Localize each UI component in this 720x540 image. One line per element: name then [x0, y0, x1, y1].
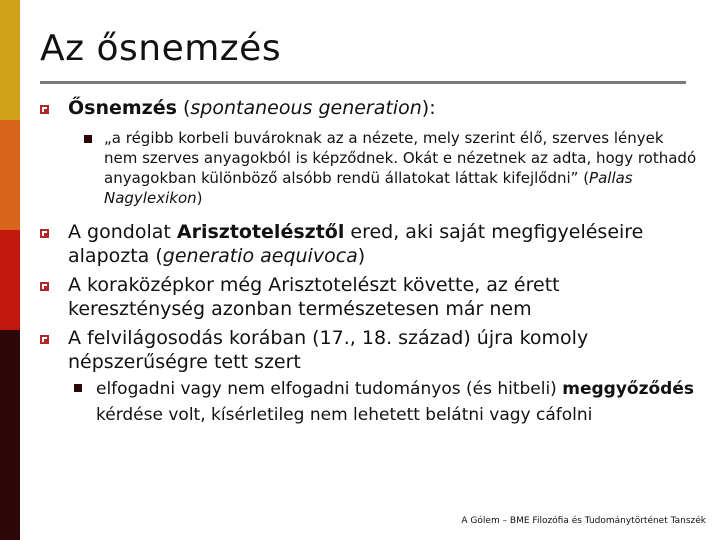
- point2-text-a: A gondolat: [68, 221, 177, 243]
- point2-text-b: ered, aki saját megfigyeléseire alapozta (: [68, 221, 644, 267]
- sidebar-segment-gold: [0, 0, 20, 120]
- footer-credit: A Gólem – BME Filozófia és Tudománytörténet Tanszék: [461, 516, 706, 526]
- bullet-point-4: [40, 326, 700, 374]
- point4-text: A felvilágosodás korában (17., 18. század) újra komoly népszerűségre tett szert: [68, 327, 589, 373]
- term-bold: Ősnemzés: [68, 97, 177, 119]
- bullet-point-2: [40, 220, 700, 268]
- square-bullet-icon: [40, 282, 49, 291]
- bullet-point-3: [40, 273, 700, 321]
- sidebar-color-bar: [0, 0, 20, 540]
- sub-bullet-quote: [84, 128, 700, 208]
- quote-source: Pallas Nagylexikon: [104, 169, 633, 207]
- filled-square-bullet-icon: [74, 384, 82, 392]
- point2-text-c: ): [357, 245, 366, 267]
- sidebar-segment-red: [0, 230, 20, 330]
- slide-content: [40, 96, 700, 428]
- bullet-point-1: [40, 96, 700, 120]
- sub2-bold: meggyőződés: [562, 379, 694, 399]
- square-bullet-icon: [40, 105, 49, 114]
- quote-text: „a régibb korbeli buvároknak az a nézete, mely szerint élő, szerves lények nem szerves anyagokból is képződnek. Okát e nézetnek az adta, hogy rothadó anyagokban különböző alsóbb rendü állatokat láttak kifejlődni” (: [104, 129, 697, 187]
- sidebar-segment-dark: [0, 330, 20, 540]
- square-bullet-icon: [40, 229, 49, 238]
- sidebar-segment-orange: [0, 120, 20, 230]
- sub2-text-b: kérdése volt, kísérletileg nem lehetett belátni vagy cáfolni: [96, 405, 593, 425]
- sub-bullet-belief: [74, 376, 700, 428]
- point2-name: Arisztotelésztől: [176, 221, 345, 243]
- paren-open: (: [176, 97, 191, 119]
- point2-latin: generatio aequivoca: [162, 245, 358, 267]
- quote-source-close: ): [196, 189, 203, 207]
- point3-text: A koraközépkor még Arisztotelészt követte, az érett kereszténység azonban természetesen már nem: [68, 274, 560, 320]
- paren-close: ):: [421, 97, 436, 119]
- filled-square-bullet-icon: [84, 135, 92, 143]
- title-divider: [40, 81, 686, 84]
- slide-title: Az ősnemzés: [40, 28, 282, 69]
- square-bullet-icon: [40, 335, 49, 344]
- sub2-text-a: elfogadni vagy nem elfogadni tudományos (és hitbeli): [96, 379, 563, 399]
- term-english: spontaneous generation: [190, 97, 422, 119]
